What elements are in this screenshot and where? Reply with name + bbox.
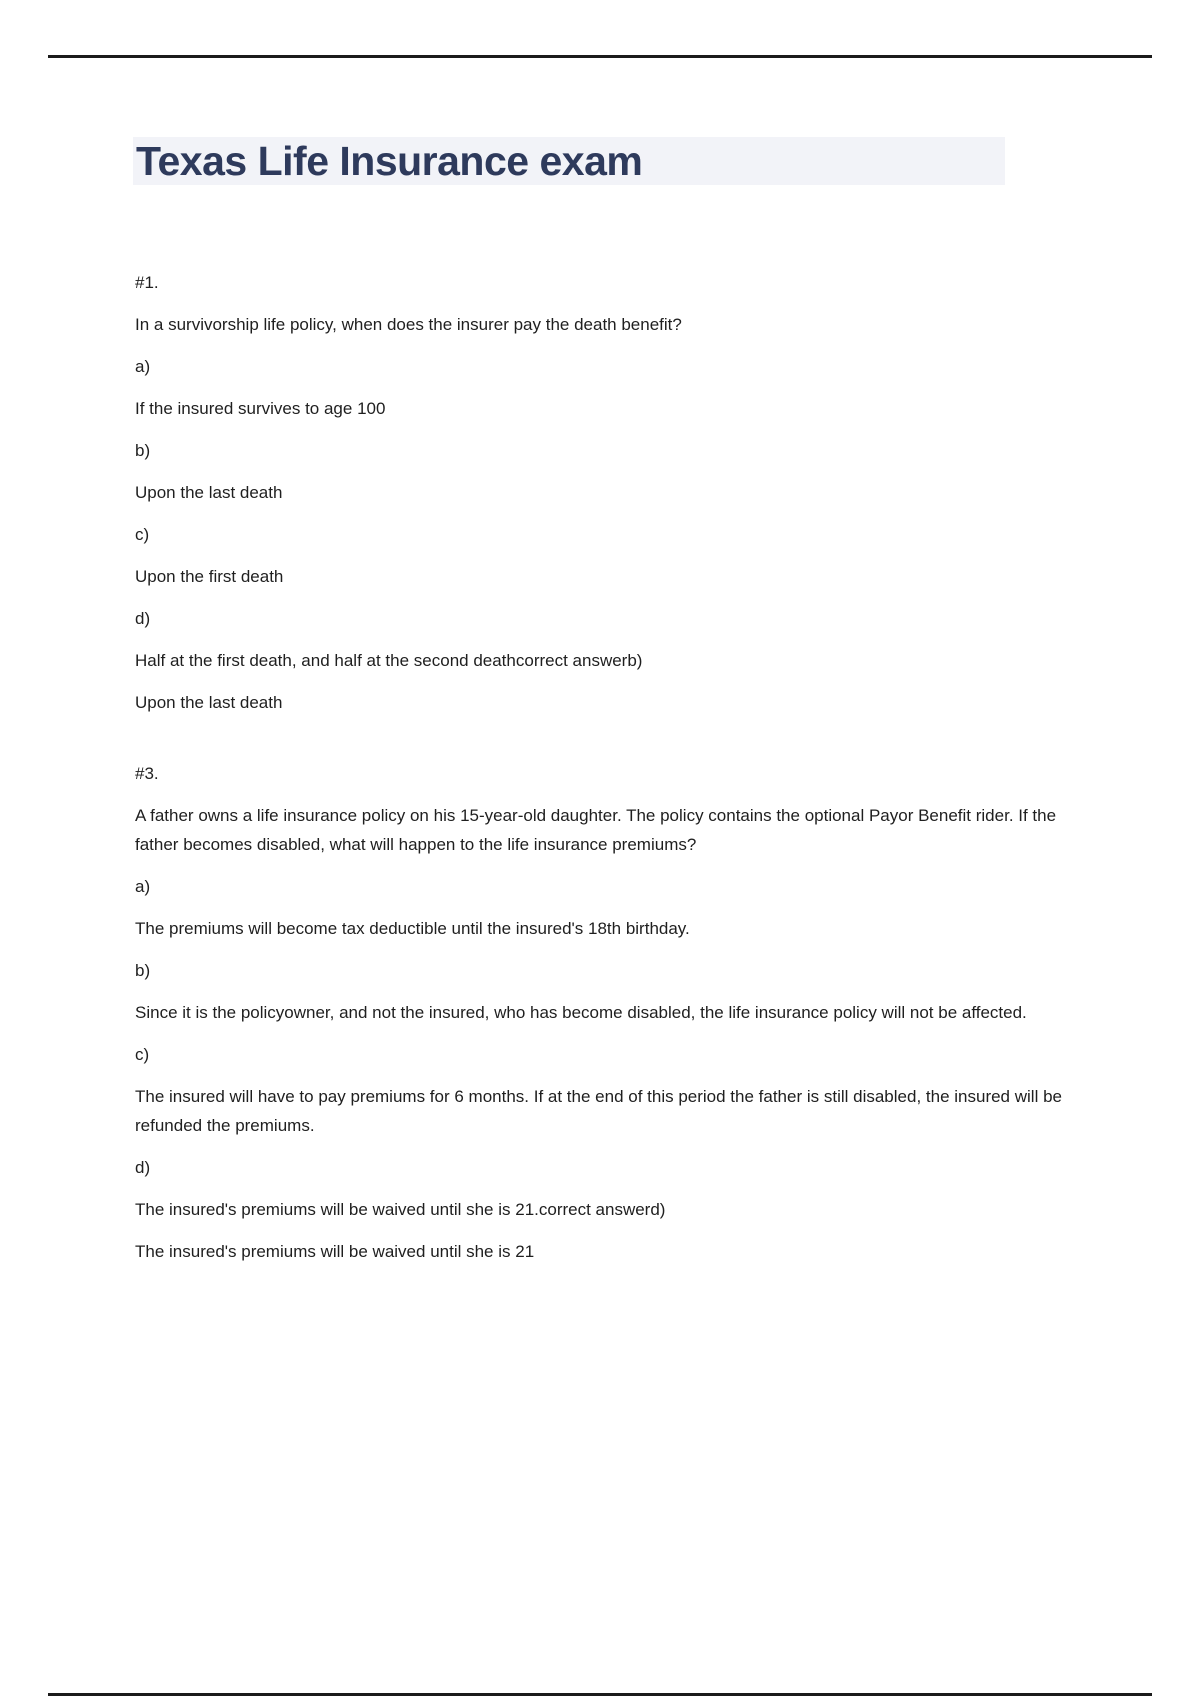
- question-text: A father owns a life insurance policy on his 15-year-old daughter. The policy contains the optional Payor Benefit rider. If the father becomes disabled, what will happen to the life insurance premiums?: [135, 806, 1057, 854]
- option-letter-d: d): [135, 609, 151, 628]
- option-text-b: Upon the last death: [135, 483, 283, 502]
- top-divider: [48, 55, 1152, 58]
- title-highlight-band: [133, 137, 1005, 185]
- option-text-c: The insured will have to pay premiums for 6 months. If at the end of this period the father is still disabled, the insured will be refunded the premiums.: [135, 1087, 1062, 1135]
- page-title: Texas Life Insurance exam: [136, 138, 643, 184]
- option-letter-a: a): [135, 877, 151, 896]
- question-number: #1.: [135, 273, 159, 292]
- question-block-3: [135, 759, 1065, 1266]
- option-text-d-with-correct-answer: Half at the first death, and half at the second deathcorrect answerb): [135, 651, 643, 670]
- option-letter-a: a): [135, 357, 151, 376]
- option-letter-d: d): [135, 1158, 151, 1177]
- option-letter-c: c): [135, 525, 150, 544]
- question-text: In a survivorship life policy, when does the insurer pay the death benefit?: [135, 315, 682, 334]
- question-block-1: [135, 268, 1065, 717]
- option-letter-b: b): [135, 961, 151, 980]
- correct-answer-text: The insured's premiums will be waived until she is 21: [135, 1242, 535, 1261]
- option-letter-c: c): [135, 1045, 150, 1064]
- bottom-divider: [48, 1693, 1152, 1696]
- option-text-a: The premiums will become tax deductible until the insured's 18th birthday.: [135, 919, 690, 938]
- option-text-c: Upon the first death: [135, 567, 284, 586]
- exam-content: [135, 268, 1065, 1279]
- correct-answer-text: Upon the last death: [135, 693, 283, 712]
- option-text-a: If the insured survives to age 100: [135, 399, 386, 418]
- option-letter-b: b): [135, 441, 151, 460]
- question-number: #3.: [135, 764, 159, 783]
- option-text-b: Since it is the policyowner, and not the insured, who has become disabled, the life insurance policy will not be affected.: [135, 1003, 1027, 1022]
- option-text-d-with-correct-answer: The insured's premiums will be waived until she is 21.correct answerd): [135, 1200, 666, 1219]
